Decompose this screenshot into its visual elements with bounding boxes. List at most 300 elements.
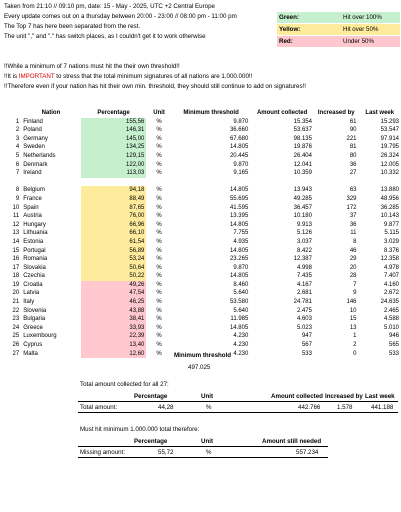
table-row xyxy=(0,341,401,350)
amount-cell: 947 xyxy=(301,333,312,340)
row-index: 7 xyxy=(15,170,20,177)
last-week-cell: 5.010 xyxy=(383,324,399,331)
min-threshold-cell: 55.695 xyxy=(229,195,249,202)
header-index xyxy=(0,109,21,118)
nation-name: Poland xyxy=(23,127,42,134)
summary-amount: 442.766 xyxy=(298,404,321,411)
last-week-cell: 7.407 xyxy=(383,273,399,280)
percentage-cell: 22,39 xyxy=(81,332,147,341)
amount-cell: 15.354 xyxy=(293,118,312,125)
min-threshold-cell: 14.805 xyxy=(229,144,249,151)
last-week-cell: 36.285 xyxy=(380,204,399,211)
last-week-cell: 565 xyxy=(388,342,399,349)
min-threshold-cell: 14.805 xyxy=(229,221,249,228)
table-row xyxy=(0,315,401,324)
summary-last-week: 441.188 xyxy=(371,404,394,411)
min-threshold-total-value: 497.025 xyxy=(188,364,211,371)
amount-cell: 5.126 xyxy=(296,230,312,237)
nation-name: Cyprus xyxy=(23,342,43,349)
warning-line-3: !!Therefore even if your nation has hit their own min. threshold, they should still continue to add on signatures!! xyxy=(4,83,306,90)
min-threshold-cell: 9.165 xyxy=(233,170,249,177)
unit-cell: % xyxy=(156,333,162,340)
increase-cell: 80 xyxy=(349,152,357,159)
table-row xyxy=(0,332,401,341)
nation-name: Slovakia xyxy=(23,264,46,271)
summary-col-percentage: Percentage xyxy=(134,393,168,400)
percentage-cell: 49,26 xyxy=(81,281,147,290)
amount-cell: 13.943 xyxy=(293,187,312,194)
nation-name: Austria xyxy=(23,213,42,220)
last-week-cell: 4.588 xyxy=(383,316,399,323)
percentage-cell: 13,40 xyxy=(81,341,147,350)
nation-name: Czechia xyxy=(23,273,45,280)
amount-cell: 3.037 xyxy=(296,238,312,245)
table-row xyxy=(0,247,401,256)
amount-cell: 12.387 xyxy=(293,256,312,263)
unit-cell: % xyxy=(156,127,162,134)
unit-cell: % xyxy=(156,256,162,263)
nation-name: Netherlands xyxy=(23,152,56,159)
nation-name: Finland xyxy=(23,118,43,125)
summary-title: Total amount collected for all 27: xyxy=(80,381,169,388)
legend-red xyxy=(277,36,398,47)
unit-cell: % xyxy=(156,187,162,194)
table-row xyxy=(0,143,401,152)
increase-cell: 10 xyxy=(349,307,357,314)
min-threshold-total-label: Minimum threshold xyxy=(174,352,232,359)
row-index: 19 xyxy=(12,281,20,288)
amount-cell: 5.023 xyxy=(296,324,312,331)
summary-col-increase: Increased by xyxy=(325,393,363,400)
header-line-2: Every update comes out on a thursday between 20:00 - 23:00 // 08:00 pm - 11:00 pm xyxy=(4,13,237,20)
legend-yellow-value: Hit over 50% xyxy=(341,24,400,35)
percentage-cell: 66,96 xyxy=(81,221,147,230)
increase-cell: 1 xyxy=(353,333,357,340)
color-legend xyxy=(277,12,398,47)
increase-cell: 172 xyxy=(346,204,357,211)
amount-cell: 26.404 xyxy=(293,152,312,159)
row-index: 8 xyxy=(15,187,20,194)
row-index: 3 xyxy=(15,135,20,142)
legend-green xyxy=(277,12,398,23)
last-week-cell: 533 xyxy=(388,350,399,357)
unit-cell: % xyxy=(156,161,162,168)
min-threshold-cell: 4.230 xyxy=(233,333,249,340)
header-nation: Nation xyxy=(41,110,61,116)
table-row xyxy=(0,186,401,195)
last-week-cell: 24.635 xyxy=(380,299,399,306)
amount-cell: 12.041 xyxy=(293,161,312,168)
min-threshold-cell: 5.640 xyxy=(233,307,249,314)
amount-cell: 4.998 xyxy=(296,264,312,271)
summary-increase: 1.578 xyxy=(337,404,353,411)
last-week-cell: 2.672 xyxy=(383,290,399,297)
increase-cell: 0 xyxy=(353,350,357,357)
amount-cell: 19.876 xyxy=(293,144,312,151)
last-week-cell: 4.160 xyxy=(383,281,399,288)
row-index: 6 xyxy=(15,161,20,168)
unit-cell: % xyxy=(156,299,162,306)
important-word: IMPORTANT xyxy=(18,73,55,80)
row-index: 17 xyxy=(12,264,20,271)
percentage-cell: 38,41 xyxy=(81,315,147,324)
increase-cell: 15 xyxy=(349,316,357,323)
header-line-4: The unit "," and "." has switch places, as I couldn't get it to work otherwise xyxy=(4,33,206,40)
header-amount: Amount collected xyxy=(256,110,308,116)
min-threshold-cell: 7.755 xyxy=(233,230,249,237)
missing-needed: 557.234 xyxy=(296,449,319,456)
row-index: 20 xyxy=(12,290,20,297)
table-row xyxy=(0,161,401,170)
table-row xyxy=(0,118,401,127)
last-week-cell: 12.005 xyxy=(380,161,399,168)
last-week-cell: 19.795 xyxy=(380,144,399,151)
nation-name: Hungary xyxy=(23,221,46,228)
min-threshold-cell: 4.230 xyxy=(233,342,249,349)
nation-name: Croatia xyxy=(23,281,43,288)
header-percentage: Percentage xyxy=(97,110,130,116)
amount-cell: 4.603 xyxy=(296,316,312,323)
table-row xyxy=(0,264,401,273)
increase-cell: 81 xyxy=(349,144,357,151)
last-week-cell: 10.143 xyxy=(380,213,399,220)
min-threshold-cell: 14.805 xyxy=(229,273,249,280)
row-index: 9 xyxy=(15,195,20,202)
amount-cell: 567 xyxy=(301,342,312,349)
row-index: 15 xyxy=(12,247,20,254)
legend-green-value: Hit over 100% xyxy=(341,12,400,23)
min-threshold-cell: 8.460 xyxy=(233,281,249,288)
increase-cell: 90 xyxy=(349,127,357,134)
percentage-cell: 113,03 xyxy=(81,169,147,178)
summary-col-last-week: Last week xyxy=(365,393,395,400)
unit-cell: % xyxy=(156,144,162,151)
unit-cell: % xyxy=(156,152,162,159)
increase-cell: 36 xyxy=(349,161,357,168)
increase-cell: 27 xyxy=(349,170,357,177)
last-week-cell: 53.547 xyxy=(380,127,399,134)
row-index: 24 xyxy=(12,324,20,331)
percentage-cell: 94,18 xyxy=(81,186,147,195)
nation-name: Portugal xyxy=(23,247,46,254)
amount-cell: 49.285 xyxy=(293,195,312,202)
min-threshold-cell: 14.805 xyxy=(229,324,249,331)
last-week-cell: 8.376 xyxy=(383,247,399,254)
min-threshold-cell: 4.935 xyxy=(233,238,249,245)
percentage-cell: 61,54 xyxy=(81,238,147,247)
amount-cell: 2.475 xyxy=(296,307,312,314)
amount-cell: 7.435 xyxy=(296,273,312,280)
warning-line-2-post: to stress that the total minimum signatures of all nations are 1.000.000!! xyxy=(54,73,253,80)
min-threshold-cell: 67.680 xyxy=(229,135,249,142)
table-row xyxy=(0,195,401,204)
min-threshold-cell: 11.985 xyxy=(230,316,249,323)
header-unit: Unit xyxy=(153,110,165,116)
row-index: 1 xyxy=(15,118,20,125)
amount-cell: 10.180 xyxy=(293,213,312,220)
summary-header-rule xyxy=(78,401,398,402)
increase-cell: 2 xyxy=(353,342,357,349)
amount-cell: 10.359 xyxy=(293,170,312,177)
table-row xyxy=(0,238,401,247)
increase-cell: 61 xyxy=(349,118,357,125)
table-row xyxy=(0,272,401,281)
percentage-cell: 145,00 xyxy=(81,135,147,144)
unit-cell: % xyxy=(156,213,162,220)
row-index: 22 xyxy=(12,307,20,314)
legend-green-key: Green: xyxy=(277,12,341,23)
unit-cell: % xyxy=(156,118,162,125)
table-row xyxy=(0,169,401,178)
min-threshold-cell: 4.230 xyxy=(233,350,249,357)
last-week-cell: 946 xyxy=(388,333,399,340)
percentage-cell: 33,93 xyxy=(81,324,147,333)
warning-line-2 xyxy=(4,73,252,81)
increase-cell: 46 xyxy=(349,247,357,254)
missing-unit: % xyxy=(206,449,212,456)
unit-cell: % xyxy=(156,342,162,349)
increase-cell: 36 xyxy=(349,221,357,228)
percentage-cell: 129,15 xyxy=(81,152,147,161)
top7-rows xyxy=(0,118,401,178)
percentage-cell: 12,60 xyxy=(81,350,147,359)
min-threshold-cell: 5.640 xyxy=(233,290,249,297)
unit-cell: % xyxy=(156,307,162,314)
summary-col-unit: Unit xyxy=(201,393,214,400)
amount-cell: 36.457 xyxy=(293,204,312,211)
row-index: 4 xyxy=(15,144,20,151)
last-week-cell: 9.877 xyxy=(383,221,399,228)
min-threshold-cell: 20.445 xyxy=(229,152,249,159)
summary-bottom-rule xyxy=(78,412,398,413)
unit-cell: % xyxy=(156,290,162,297)
nation-name: Sweden xyxy=(23,144,45,151)
increase-cell: 8 xyxy=(353,238,357,245)
min-threshold-cell: 13.395 xyxy=(229,213,249,220)
missing-row-label: Missing amount: xyxy=(80,449,126,456)
percentage-cell: 155,56 xyxy=(81,118,147,127)
increase-cell: 7 xyxy=(353,281,357,288)
summary-unit: % xyxy=(206,404,212,411)
table-row xyxy=(0,298,401,307)
percentage-cell: 47,54 xyxy=(81,289,147,298)
warning-line-1: !!While a minimum of 7 nations must hit the their own threshold!! xyxy=(4,63,180,70)
nation-name: Spain xyxy=(23,204,39,211)
min-threshold-cell: 23.265 xyxy=(229,256,249,263)
increase-cell: 37 xyxy=(349,213,357,220)
percentage-cell: 43,88 xyxy=(81,307,147,316)
unit-cell: % xyxy=(156,350,162,357)
nation-name: Ireland xyxy=(23,170,42,177)
percentage-cell: 87,65 xyxy=(81,204,147,213)
percentage-cell: 122,00 xyxy=(81,161,147,170)
percentage-cell: 146,31 xyxy=(81,126,147,135)
last-week-cell: 97.914 xyxy=(380,135,399,142)
increase-cell: 28 xyxy=(349,273,357,280)
min-threshold-cell: 9.870 xyxy=(233,161,249,168)
last-week-cell: 12.358 xyxy=(380,256,399,263)
nation-name: Denmark xyxy=(23,161,48,168)
summary-row-label: Total amount: xyxy=(80,404,118,411)
row-index: 18 xyxy=(12,273,20,280)
nation-name: Italy xyxy=(23,299,35,306)
min-threshold-cell: 14.805 xyxy=(229,247,249,254)
increase-cell: 146 xyxy=(346,299,357,306)
table-row xyxy=(0,221,401,230)
nation-name: Latvia xyxy=(23,290,40,297)
unit-cell: % xyxy=(156,230,162,237)
rest-rows xyxy=(0,186,401,358)
percentage-cell: 76,00 xyxy=(81,212,147,221)
nation-name: Luxembourg xyxy=(23,333,57,340)
table-row xyxy=(0,204,401,213)
missing-col-percentage: Percentage xyxy=(134,438,168,445)
row-index: 21 xyxy=(12,299,20,306)
min-threshold-cell: 9.870 xyxy=(233,264,249,271)
increase-cell: 20 xyxy=(349,264,357,271)
table-row xyxy=(0,281,401,290)
amount-cell: 24.781 xyxy=(293,299,312,306)
min-threshold-cell: 53.580 xyxy=(229,299,249,306)
amount-cell: 533 xyxy=(301,350,312,357)
row-index: 10 xyxy=(12,204,20,211)
increase-cell: 329 xyxy=(346,195,357,202)
legend-yellow-key: Yellow: xyxy=(277,24,341,35)
percentage-cell: 88,49 xyxy=(81,195,147,204)
summary-percentage: 44,28 xyxy=(158,404,174,411)
row-index: 5 xyxy=(15,152,20,159)
increase-cell: 221 xyxy=(346,135,357,142)
min-threshold-cell: 36.660 xyxy=(229,127,249,134)
table-row xyxy=(0,307,401,316)
nation-name: Romania xyxy=(23,256,48,263)
nation-name: Slovenia xyxy=(23,307,47,314)
row-index: 26 xyxy=(12,342,20,349)
header-line-1: Taken from 21:10 // 09:10 pm, date: 15 - May - 2025, UTC +2 Central Europe xyxy=(4,3,215,10)
table-row xyxy=(0,152,401,161)
row-index: 23 xyxy=(12,316,20,323)
percentage-cell: 66,10 xyxy=(81,229,147,238)
nation-name: Belgium xyxy=(23,187,45,194)
amount-cell: 2.681 xyxy=(296,290,312,297)
amount-cell: 4.167 xyxy=(296,281,312,288)
header-last-week: Last week xyxy=(365,110,395,116)
missing-header-rule xyxy=(78,446,328,447)
missing-col-unit: Unit xyxy=(201,438,214,445)
last-week-cell: 3.029 xyxy=(383,238,399,245)
nation-name: Bulgaria xyxy=(23,316,46,323)
row-index: 25 xyxy=(12,333,20,340)
table-row xyxy=(0,135,401,144)
increase-cell: 11 xyxy=(350,230,357,237)
table-row xyxy=(0,289,401,298)
spacer xyxy=(0,178,401,187)
nation-name: Malta xyxy=(23,350,38,357)
row-index: 12 xyxy=(12,221,20,228)
increase-cell: 13 xyxy=(349,324,357,331)
unit-cell: % xyxy=(156,324,162,331)
header-min-threshold: Minimum threshold xyxy=(183,110,239,116)
unit-cell: % xyxy=(156,247,162,254)
amount-cell: 98.135 xyxy=(293,135,312,142)
table-row xyxy=(0,255,401,264)
nation-name: France xyxy=(23,195,42,202)
nations-table xyxy=(0,109,401,358)
nation-name: Greece xyxy=(23,324,43,331)
min-threshold-cell: 14.805 xyxy=(229,187,249,194)
unit-cell: % xyxy=(156,273,162,280)
percentage-cell: 134,25 xyxy=(81,143,147,152)
row-index: 14 xyxy=(12,238,20,245)
missing-percentage: 55,72 xyxy=(158,449,174,456)
unit-cell: % xyxy=(156,204,162,211)
legend-red-key: Red: xyxy=(277,36,341,47)
row-index: 2 xyxy=(15,127,20,134)
unit-cell: % xyxy=(156,264,162,271)
row-index: 16 xyxy=(12,256,20,263)
header-increase: Increased by xyxy=(317,110,355,116)
table-row xyxy=(0,126,401,135)
percentage-cell: 50,64 xyxy=(81,264,147,273)
unit-cell: % xyxy=(156,135,162,142)
nation-name: Germany xyxy=(23,135,48,142)
last-week-cell: 2.465 xyxy=(383,307,399,314)
table-row xyxy=(0,229,401,238)
last-week-cell: 26.324 xyxy=(380,152,399,159)
row-index: 13 xyxy=(12,230,20,237)
unit-cell: % xyxy=(156,281,162,288)
nation-name: Estonia xyxy=(23,238,44,245)
percentage-cell: 50,22 xyxy=(81,272,147,281)
last-week-cell: 4.978 xyxy=(383,264,399,271)
increase-cell: 9 xyxy=(353,290,357,297)
unit-cell: % xyxy=(156,316,162,323)
table-row xyxy=(0,324,401,333)
increase-cell: 29 xyxy=(349,256,357,263)
percentage-cell: 53,24 xyxy=(81,255,147,264)
amount-cell: 9.913 xyxy=(296,221,312,228)
legend-red-value: Under 50% xyxy=(341,36,400,47)
increase-cell: 63 xyxy=(349,187,357,194)
unit-cell: % xyxy=(156,170,162,177)
last-week-cell: 15.293 xyxy=(380,118,399,125)
min-threshold-cell: 41.595 xyxy=(229,204,249,211)
last-week-cell: 48.956 xyxy=(380,195,399,202)
missing-bottom-rule xyxy=(78,457,328,458)
warning-line-2-pre: !!It is xyxy=(4,73,19,80)
unit-cell: % xyxy=(156,221,162,228)
missing-col-needed: Amount still needed xyxy=(262,438,322,445)
missing-title: Must hit minimum 1.000.000 total therefore: xyxy=(80,426,200,433)
table-row xyxy=(0,212,401,221)
unit-cell: % xyxy=(156,195,162,202)
row-index: 11 xyxy=(12,213,20,220)
percentage-cell: 56,89 xyxy=(81,247,147,256)
unit-cell: % xyxy=(156,238,162,245)
row-index: 27 xyxy=(12,350,20,357)
summary-col-amount: Amount collected xyxy=(271,393,323,400)
min-threshold-cell: 9.870 xyxy=(233,118,249,125)
percentage-cell: 46,25 xyxy=(81,298,147,307)
amount-cell: 8.422 xyxy=(296,247,312,254)
header-line-3: The Top 7 has here been separated from the rest. xyxy=(4,23,141,30)
legend-yellow xyxy=(277,24,398,35)
last-week-cell: 5.115 xyxy=(384,230,399,237)
last-week-cell: 13.880 xyxy=(380,187,399,194)
nation-name: Lithuania xyxy=(23,230,48,237)
last-week-cell: 10.332 xyxy=(380,170,399,177)
amount-cell: 53.637 xyxy=(293,127,312,134)
